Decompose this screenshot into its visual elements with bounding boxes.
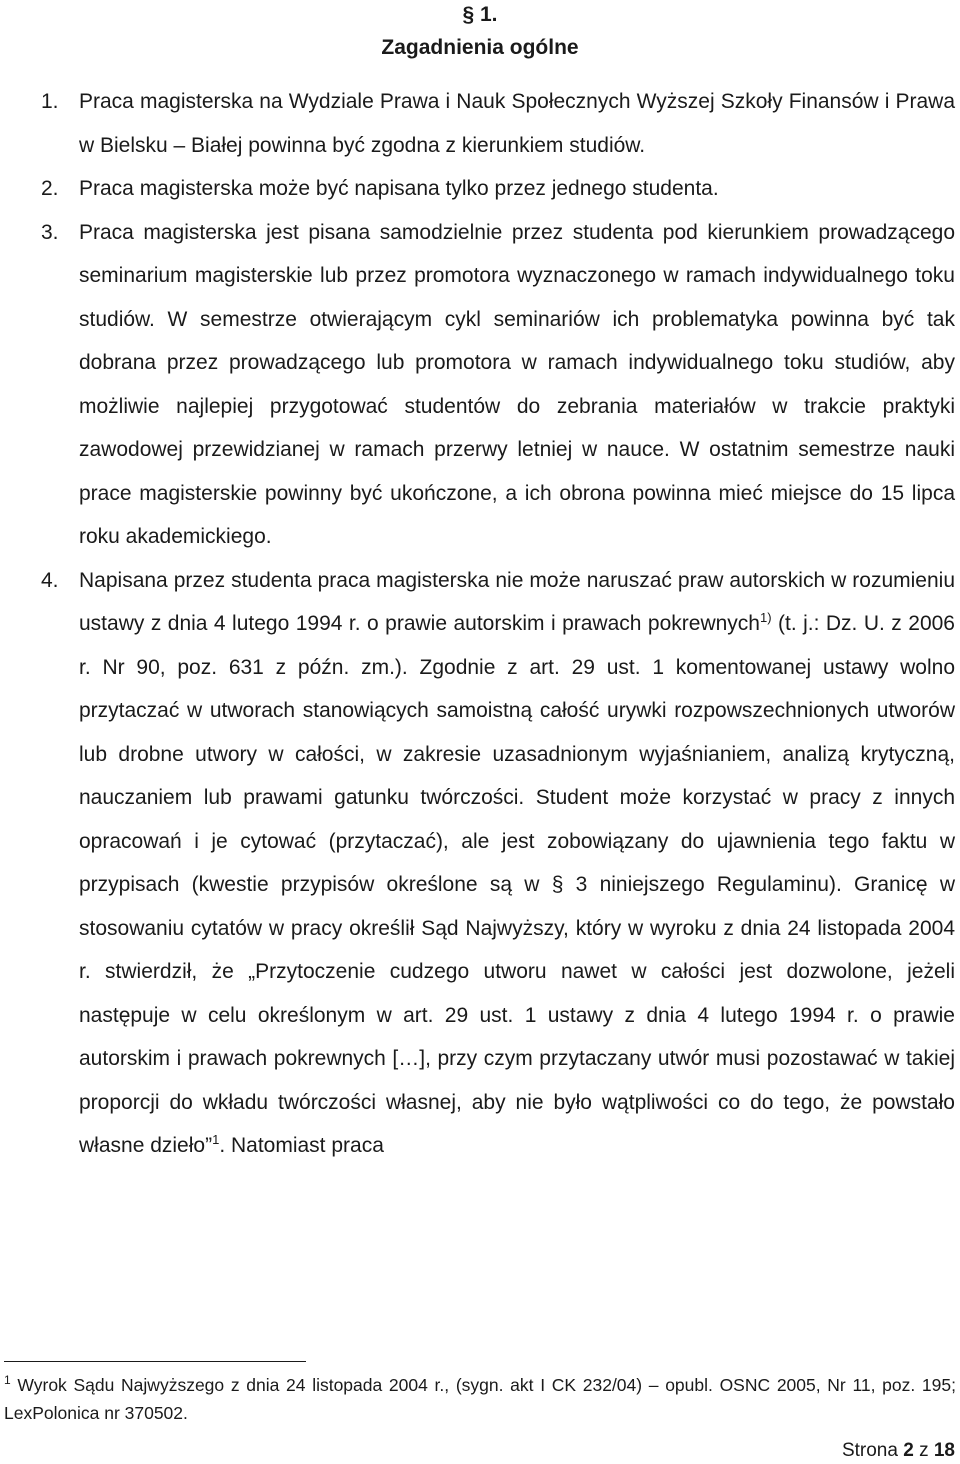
provisions-list xyxy=(0,80,955,1168)
list-item xyxy=(0,80,955,167)
list-item xyxy=(0,211,955,559)
item-text: Praca magisterska może być napisana tylko przez jednego studenta. xyxy=(79,177,719,200)
footnote xyxy=(4,1371,956,1427)
item-number: 3. xyxy=(41,220,59,244)
current-page: 2 xyxy=(903,1440,914,1461)
page-number xyxy=(842,1440,955,1462)
footnote-divider xyxy=(4,1361,306,1362)
item-number: 1. xyxy=(41,90,59,113)
page-separator: z xyxy=(919,1440,929,1461)
section-title: Zagadnienia ogólne xyxy=(381,36,579,59)
superscript-note: 1) xyxy=(759,610,772,625)
item-text-continued: (t. j.: Dz. U. z 2006 r. Nr 90, poz. 631 z późn. zm.). Zgodnie z art. 29 ust. 1 komentowanej ustawy wolno przytaczać w utworach stanowiących samoistną całość urywki rozpowszechnionych utworów lub drobne utwory w całości, w zakresie uzasadnionym wyjaśnianiem, analizą krytyczną, nauczaniem lub prawami gatunku twórczości. Student może korzystać w pracy z innych opracowań i je cytować (przytaczać), ale jest zobowiązany do ujawnienia tego faktu w przypisach (kwestie przypisów określone są w § 3 niniejszego Regulaminu). Granicę w stosowaniu cytatów w pracy określił Sąd Najwyższy, który w wyroku z dnia 24 listopada 2004 r. stwierdził, że „Przytoczenie cudzego utworu nawet w całości jest dozwolone, jeżeli następuje w celu określonym w art. 29 ust. 1 ustawy z dnia 4 lutego 1994 r. o prawie autorskim i prawach pokrewnych […], przy czym przytaczany utwór musi pozostawać w takiej proporcji do wkładu twórczości własnej, aby nie było wątpliwości co do tego, że powstało własne dzieło” xyxy=(79,612,955,1157)
item-text: Praca magisterska na Wydziale Prawa i Nauk Społecznych Wyższej Szkoły Finansów i Prawa w Bielsku – Białej powinna być zgodna z kierunkiem studiów. xyxy=(79,90,955,157)
item-text-tail: . Natomiast praca xyxy=(219,1134,384,1157)
item-text: Napisana przez studenta praca magisterska nie może naruszać praw autorskich w rozumieniu ustawy z dnia 4 lutego 1994 r. o prawie autorskim i prawach pokrewnych xyxy=(79,568,955,635)
footnote-text: Wyrok Sądu Najwyższego z dnia 24 listopada 2004 r., (sygn. akt I CK 232/04) – opubl. OSNC 2005, Nr 11, poz. 195; LexPolonica nr 370502. xyxy=(4,1375,956,1423)
item-number: 2. xyxy=(41,177,59,200)
page-label: Strona xyxy=(841,1440,898,1461)
footnote-reference[interactable]: 1 xyxy=(212,1132,220,1147)
list-item xyxy=(0,167,955,211)
item-text: Praca magisterska jest pisana samodzielnie przez studenta pod kierunkiem prowadzącego seminarium magisterskie lub przez promotora wyznaczonego w ramach indywidualnego toku studiów. W semestrze otwierającym cykl seminariów ich problematyka powinna być tak dobrana przez prowadzącego lub promotora w ramach indywidualnego toku studiów, aby możliwie najlepiej przygotować studentów do zebrania materiałów w trakcie praktyki zawodowej przewidzianej w ramach przerwy letniej w nauce. W ostatnim semestrze nauki prace magisterskie powinny być ukończone, a ich obrona powinna mieć miejsce do 15 lipca roku akademickiego. xyxy=(79,220,955,548)
list-item xyxy=(0,559,955,1168)
item-number: 4. xyxy=(41,568,59,592)
footnote-marker: 1 xyxy=(4,1373,11,1387)
section-mark: § 1. xyxy=(462,3,498,26)
total-pages: 18 xyxy=(933,1440,955,1461)
